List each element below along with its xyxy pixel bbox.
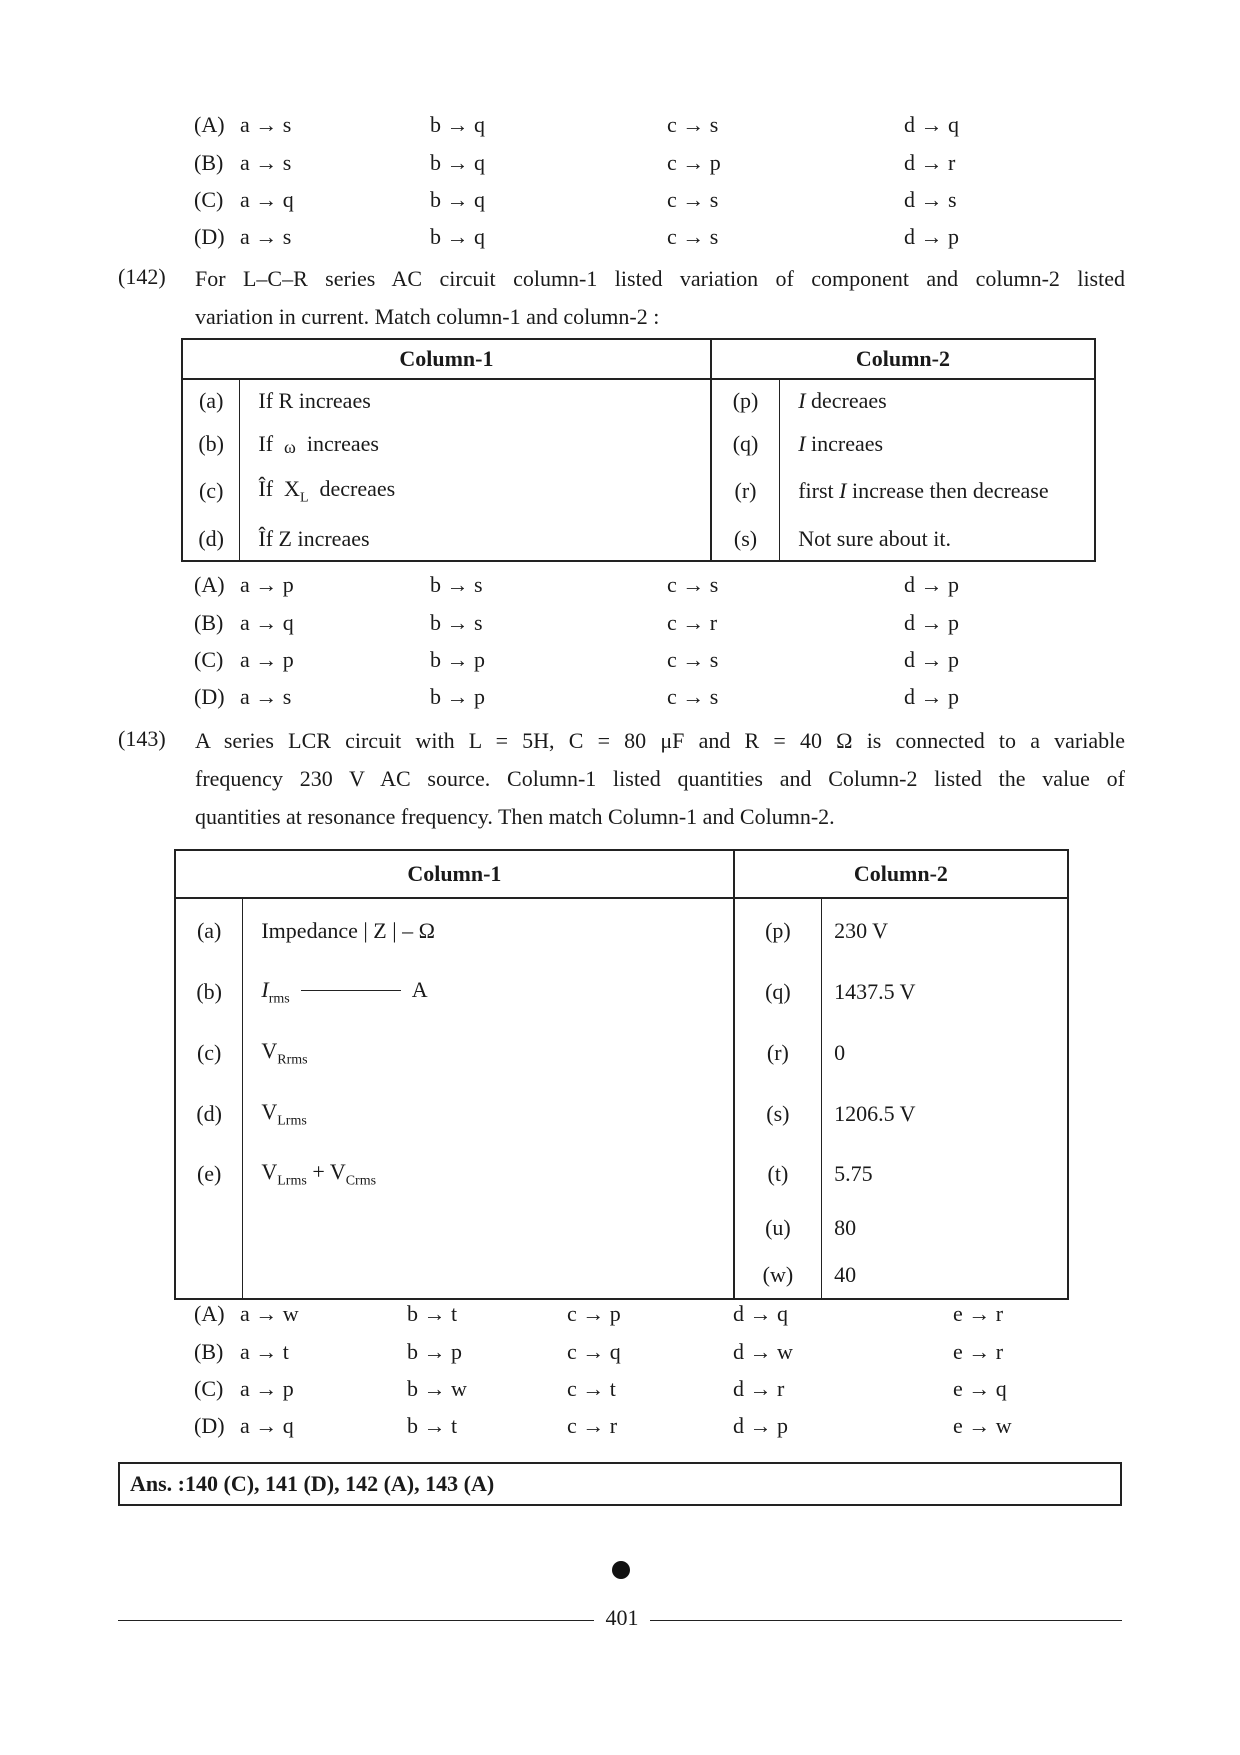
column-1-item: Îf $X_L$ decreaes bbox=[240, 465, 711, 517]
row-label: (p) bbox=[734, 898, 822, 962]
option-label: (B) bbox=[194, 150, 224, 175]
column-1-item: If ω increaes bbox=[240, 422, 711, 465]
option-label: (C) bbox=[194, 1376, 224, 1401]
option-match: c → s bbox=[667, 647, 719, 672]
row-label: (q) bbox=[711, 422, 780, 465]
option-row bbox=[194, 1339, 1094, 1369]
option-match: a → q bbox=[240, 610, 294, 635]
option-match: a → s bbox=[240, 684, 292, 709]
option-match: a → s bbox=[240, 150, 292, 175]
option-label: (C) bbox=[194, 647, 224, 672]
option-match: b → q bbox=[430, 224, 485, 249]
option-match: b → p bbox=[430, 647, 485, 672]
option-match: b → t bbox=[407, 1301, 458, 1326]
table-row bbox=[175, 1022, 1068, 1084]
table-row bbox=[175, 962, 1068, 1022]
row-label: (r) bbox=[711, 465, 780, 517]
question-number: (142) bbox=[118, 264, 166, 289]
table-row bbox=[182, 465, 1095, 517]
option-match: d → p bbox=[904, 572, 959, 597]
column-2-value: 80 bbox=[834, 1215, 857, 1240]
option-match: c → s bbox=[667, 187, 719, 212]
option-match: c → p bbox=[567, 1301, 621, 1326]
column-2-value: 1437.5 V bbox=[834, 979, 916, 1004]
table-row bbox=[175, 1084, 1068, 1144]
column-2-value: 230 V bbox=[834, 917, 889, 943]
option-match: e → w bbox=[953, 1413, 1012, 1438]
footer-rule-right bbox=[650, 1620, 1122, 1621]
option-row bbox=[194, 647, 1094, 677]
option-label: (C) bbox=[194, 187, 224, 212]
row-label: (a) bbox=[182, 379, 240, 422]
option-match: c → s bbox=[667, 112, 719, 137]
column-2-item: first I increase then decrease bbox=[798, 478, 1049, 503]
option-match: d → r bbox=[733, 1376, 785, 1401]
column-2-item: I increaes bbox=[798, 430, 884, 456]
row-label: (u) bbox=[734, 1204, 822, 1252]
option-match: a → q bbox=[240, 187, 294, 212]
column-1-item: $V_{Rrms}$ bbox=[243, 1022, 734, 1084]
row-label: (a) bbox=[175, 898, 243, 962]
option-label: (A) bbox=[194, 112, 225, 137]
column-1-header: Column-1 bbox=[182, 339, 711, 379]
option-row bbox=[194, 224, 1094, 254]
column-2-item: I decreaes bbox=[798, 388, 887, 413]
column-1-item: Îf Z increaes bbox=[240, 517, 711, 561]
option-match: a → t bbox=[240, 1339, 289, 1364]
option-label: (D) bbox=[194, 1413, 225, 1438]
option-row bbox=[194, 1376, 1094, 1406]
row-label: (c) bbox=[175, 1022, 243, 1084]
column-2-value: 1206.5 V bbox=[834, 1101, 916, 1126]
option-match: c → t bbox=[567, 1376, 616, 1401]
page-number: 401 bbox=[605, 1605, 639, 1630]
row-label: (s) bbox=[734, 1084, 822, 1144]
table-row bbox=[182, 379, 1095, 422]
option-match: d → p bbox=[904, 647, 959, 672]
row-label: (s) bbox=[711, 517, 780, 561]
match-table-142 bbox=[181, 338, 1096, 562]
option-match: c → s bbox=[667, 224, 719, 249]
option-match: d → p bbox=[733, 1413, 788, 1438]
table-row bbox=[175, 1252, 1068, 1299]
option-row bbox=[194, 1413, 1094, 1443]
column-2-value: 0 bbox=[834, 1040, 846, 1065]
option-match: d → p bbox=[904, 610, 959, 635]
option-row bbox=[194, 1301, 1094, 1331]
option-match: c → r bbox=[667, 610, 718, 635]
row-label: (r) bbox=[734, 1022, 822, 1084]
option-match: d → s bbox=[904, 187, 957, 212]
question-text-line: quantities at resonance frequency. Then match Column-1 and Column-2. bbox=[195, 804, 835, 829]
row-label: (d) bbox=[175, 1084, 243, 1144]
option-match: a → w bbox=[240, 1301, 299, 1326]
option-label: (D) bbox=[194, 224, 225, 249]
question-text-line: frequency 230 V AC source. Column-1 listed quantities and Column-2 listed the value of bbox=[195, 766, 1125, 791]
option-match: b → s bbox=[430, 572, 483, 597]
option-match: d → q bbox=[904, 112, 959, 137]
row-label: (d) bbox=[182, 517, 240, 561]
column-1-item: $V_{Lrms} + V_{Crms}$ bbox=[243, 1144, 734, 1204]
option-match: d → p bbox=[904, 224, 959, 249]
option-row bbox=[194, 112, 1094, 142]
option-row bbox=[194, 684, 1094, 714]
question-text bbox=[195, 260, 1125, 336]
option-match: a → s bbox=[240, 112, 292, 137]
option-match: a → s bbox=[240, 224, 292, 249]
blank-line bbox=[301, 990, 401, 991]
option-match: a → q bbox=[240, 1413, 294, 1438]
option-match: e → r bbox=[953, 1301, 1004, 1326]
option-label: (A) bbox=[194, 1301, 225, 1326]
row-label: (b) bbox=[182, 422, 240, 465]
option-match: c → r bbox=[567, 1413, 618, 1438]
row-label: (w) bbox=[734, 1252, 822, 1299]
column-1-item: $V_{Lrms}$ bbox=[243, 1084, 734, 1144]
option-row bbox=[194, 572, 1094, 602]
option-match: b → q bbox=[430, 187, 485, 212]
question-text-line: A series LCR circuit with L = 5H, C = 80 μF and R = 40 Ω is connected to a variable bbox=[195, 728, 1125, 753]
option-match: d → r bbox=[904, 150, 956, 175]
question-text-line: For L–C–R series AC circuit column-1 listed variation of component and column-2 listed bbox=[195, 266, 1125, 291]
column-2-value: 40 bbox=[834, 1262, 857, 1287]
question-text-line: variation in current. Match column-1 and column-2 : bbox=[195, 304, 660, 329]
column-1-header: Column-1 bbox=[175, 850, 734, 898]
option-match: b → q bbox=[430, 112, 485, 137]
option-match: b → p bbox=[430, 684, 485, 709]
option-label: (D) bbox=[194, 684, 225, 709]
table-row bbox=[182, 517, 1095, 561]
option-label: (B) bbox=[194, 1339, 224, 1364]
option-row bbox=[194, 187, 1094, 217]
option-match: b → t bbox=[407, 1413, 458, 1438]
option-match: c → s bbox=[667, 572, 719, 597]
row-label: (t) bbox=[734, 1144, 822, 1204]
row-label: (p) bbox=[711, 379, 780, 422]
column-2-header: Column-2 bbox=[853, 861, 948, 886]
column-1-item: If R increaes bbox=[240, 379, 711, 422]
option-match: e → r bbox=[953, 1339, 1004, 1364]
table-row bbox=[182, 422, 1095, 465]
option-match: e → q bbox=[953, 1376, 1007, 1401]
match-table-143 bbox=[174, 849, 1069, 1300]
row-label: (b) bbox=[175, 962, 243, 1022]
answer-key-box: Ans. :140 (C), 141 (D), 142 (A), 143 (A) bbox=[118, 1462, 1122, 1506]
option-match: a → p bbox=[240, 1376, 294, 1401]
option-match: b → q bbox=[430, 150, 485, 175]
column-1-item: $I_{rms}$ A bbox=[243, 962, 734, 1022]
option-match: d → w bbox=[733, 1339, 793, 1364]
option-match: d → q bbox=[733, 1301, 788, 1326]
row-label: (q) bbox=[734, 962, 822, 1022]
option-match: b → w bbox=[407, 1376, 467, 1401]
question-number: (143) bbox=[118, 726, 166, 751]
option-label: (B) bbox=[194, 610, 224, 635]
option-match: d → p bbox=[904, 684, 959, 709]
question-text bbox=[195, 722, 1125, 836]
option-match: b → s bbox=[430, 610, 483, 635]
column-2-item: Not sure about it. bbox=[798, 525, 951, 551]
option-row bbox=[194, 150, 1094, 180]
table-row bbox=[175, 1204, 1068, 1252]
column-2-value: 5.75 bbox=[834, 1161, 873, 1186]
option-match: a → p bbox=[240, 572, 294, 597]
footer-rule-left bbox=[118, 1620, 594, 1621]
option-match: c → p bbox=[667, 150, 721, 175]
table-row bbox=[175, 898, 1068, 962]
option-label: (A) bbox=[194, 572, 225, 597]
column-2-header: Column-2 bbox=[855, 346, 950, 371]
bullet-dot bbox=[612, 1561, 630, 1579]
row-label: (e) bbox=[175, 1144, 243, 1204]
option-match: c → s bbox=[667, 684, 719, 709]
option-match: b → p bbox=[407, 1339, 462, 1364]
row-label: (c) bbox=[182, 465, 240, 517]
option-row bbox=[194, 610, 1094, 640]
option-match: a → p bbox=[240, 647, 294, 672]
option-match: c → q bbox=[567, 1339, 621, 1364]
column-1-item: Impedance | Z | – Ω bbox=[243, 898, 734, 962]
table-row bbox=[175, 1144, 1068, 1204]
